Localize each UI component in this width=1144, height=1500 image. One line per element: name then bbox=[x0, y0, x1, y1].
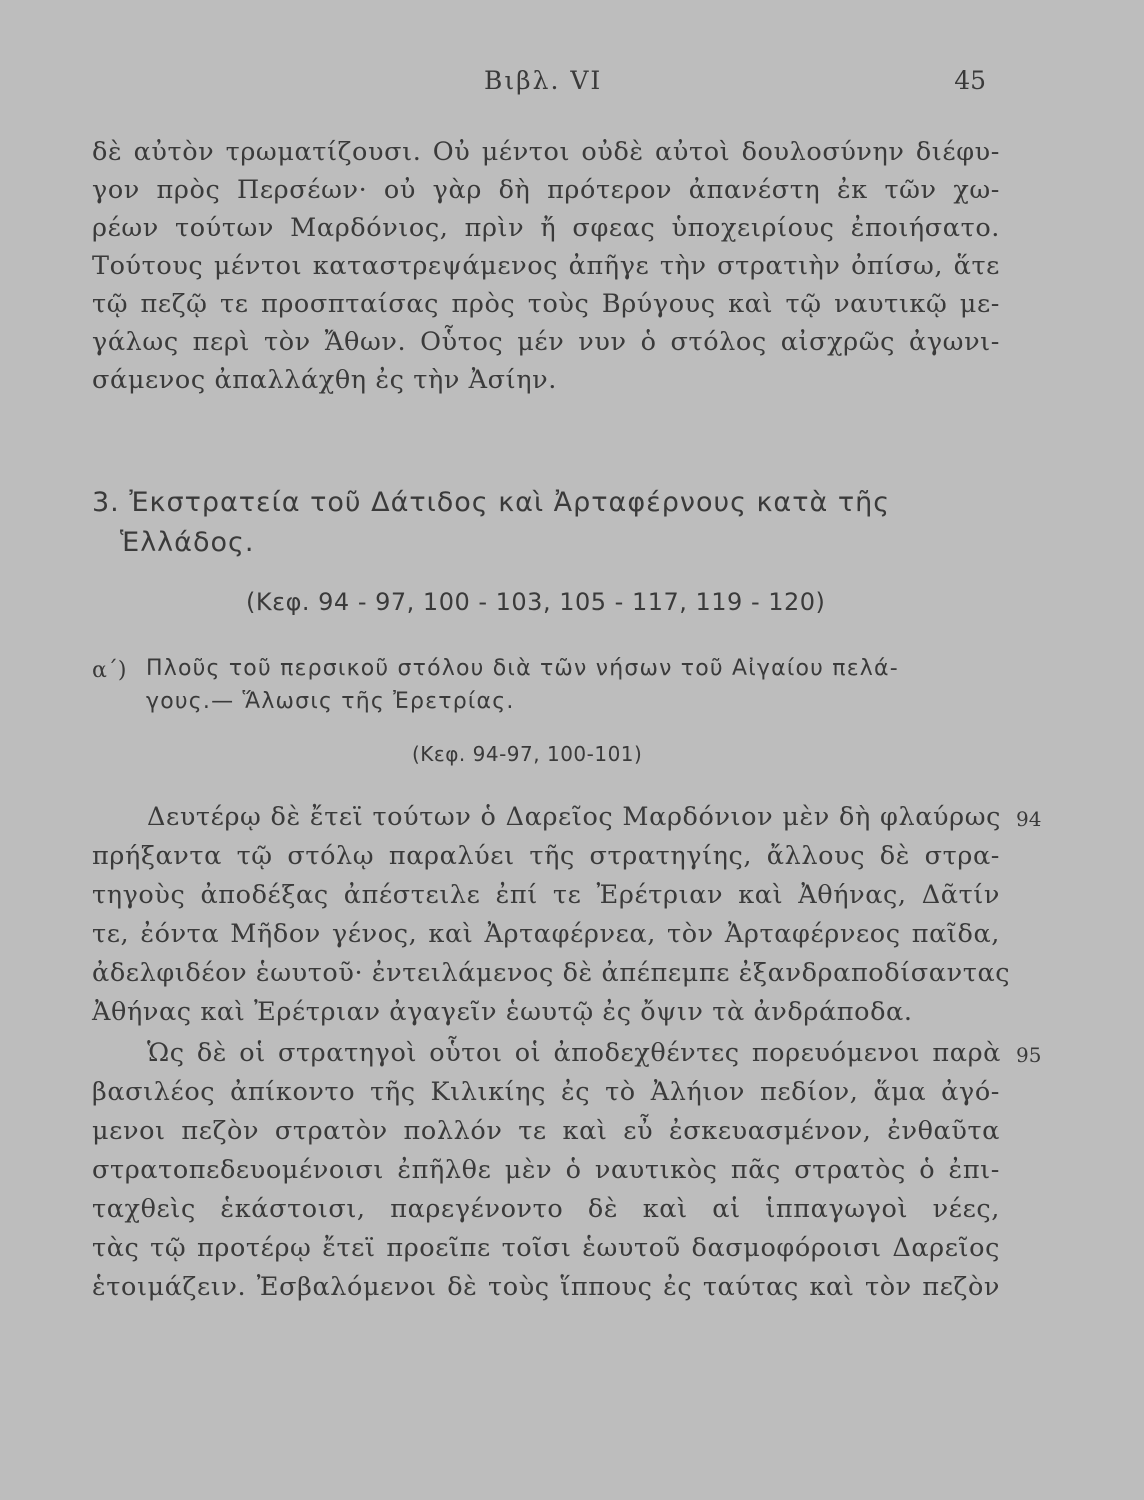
section-title: 3. Ἐκστρατεία τοῦ Δάτιδος καὶ Ἀρταφέρνους κατὰ τῆς bbox=[92, 487, 891, 518]
subsection-label: α΄) bbox=[92, 658, 127, 683]
subsection-chapters: (Κεφ. 94-97, 100-101) bbox=[412, 742, 643, 766]
text-line: τε, ἐόντα Μῆδον γένος, καὶ Ἀρταφέρνεα, τὸν Ἀρταφέρνεος παῖδα, bbox=[92, 919, 1000, 949]
page-number: 45 bbox=[954, 66, 986, 95]
text-line: Ἀθήνας καὶ Ἐρέτριαν ἀγαγεῖν ἑωυτῷ ἐς ὄψιν τὰ ἀνδράποδα. bbox=[92, 997, 913, 1027]
text-line: μενοι πεζὸν στρατὸν πολλόν τε καὶ εὖ ἐσκευασμένον, ἐνθαῦτα bbox=[92, 1116, 1000, 1146]
text-line: γάλως περὶ τὸν Ἄθων. Οὗτος μέν νυν ὁ στόλος αἰσχρῶς ἀγωνι- bbox=[92, 327, 1000, 357]
text-line: δὲ αὐτὸν τρωματίζουσι. Οὐ μέντοι οὐδὲ αὐτοὶ δουλοσύνην διέφυ- bbox=[92, 137, 1000, 167]
margin-chapter-number: 95 bbox=[1016, 1043, 1042, 1067]
text-line: Ὡς δὲ οἱ στρατηγοὶ οὗτοι οἱ ἀποδεχθέντες πορευόμενοι παρὰ bbox=[147, 1038, 1001, 1068]
text-line: πρήξαντα τῷ στόλῳ παραλύει τῆς στρατηγίης, ἄλλους δὲ στρα- bbox=[92, 841, 1000, 871]
subsection-title-continued: γους.— Ἅλωσις τῆς Ἐρετρίας. bbox=[146, 689, 515, 714]
text-line: βασιλέος ἀπίκοντο τῆς Κιλικίης ἐς τὸ Ἀλήιον πεδίον, ἅμα ἀγό- bbox=[92, 1077, 1000, 1107]
text-line: ἀδελφιδέον ἑωυτοῦ· ἐντειλάμενος δὲ ἀπέπεμπε ἐξανδραποδίσαντας bbox=[92, 958, 1011, 988]
text-line: τῷ πεζῷ τε προσπταίσας πρὸς τοὺς Βρύγους καὶ τῷ ναυτικῷ με- bbox=[92, 289, 1000, 319]
text-line: στρατοπεδευομένοισι ἐπῆλθε μὲν ὁ ναυτικὸς πᾶς στρατὸς ὁ ἐπι- bbox=[92, 1155, 1000, 1185]
section-chapters: (Κεφ. 94 - 97, 100 - 103, 105 - 117, 119 - 120) bbox=[246, 588, 826, 616]
text-line: τηγοὺς ἀποδέξας ἀπέστειλε ἐπί τε Ἐρέτριαν καὶ Ἀθήνας, Δᾶτίν bbox=[92, 880, 1000, 910]
margin-chapter-number: 94 bbox=[1016, 807, 1042, 831]
text-line: Τούτους μέντοι καταστρεψάμενος ἀπῆγε τὴν στρατιὴν ὀπίσω, ἅτε bbox=[92, 251, 1000, 281]
text-line: ταχθεὶς ἑκάστοισι, παρεγένοντο δὲ καὶ αἱ ἱππαγωγοὶ νέες, bbox=[92, 1194, 1000, 1224]
text-line: τὰς τῷ προτέρῳ ἔτεϊ προεῖπε τοῖσι ἑωυτοῦ δασμοφόροισι Δαρεῖος bbox=[92, 1233, 1000, 1263]
text-line: σάμενος ἀπαλλάχθη ἐς τὴν Ἀσίην. bbox=[92, 365, 557, 395]
running-header bbox=[0, 66, 1144, 106]
text-line: ρέων τούτων Μαρδόνιος, πρὶν ἤ σφεας ὑποχειρίους ἐποιήσατο. bbox=[92, 213, 1000, 243]
text-line: γον πρὸς Περσέων· οὐ γὰρ δὴ πρότερον ἀπανέστη ἐκ τῶν χω- bbox=[92, 175, 1000, 205]
book-reference: Βιβλ. VI bbox=[484, 66, 603, 95]
section-title-continued: Ἑλλάδος. bbox=[120, 527, 255, 558]
text-line: ἑτοιμάζειν. Ἐσβαλόμενοι δὲ τοὺς ἵππους ἐς ταύτας καὶ τὸν πεζὸν bbox=[92, 1272, 1000, 1302]
subsection-title: Πλοῦς τοῦ περσικοῦ στόλου διὰ τῶν νήσων τοῦ Αἰγαίου πελά- bbox=[146, 656, 899, 681]
text-line: Δευτέρῳ δὲ ἔτεϊ τούτων ὁ Δαρεῖος Μαρδόνιον μὲν δὴ φλαύρως bbox=[147, 802, 1001, 832]
